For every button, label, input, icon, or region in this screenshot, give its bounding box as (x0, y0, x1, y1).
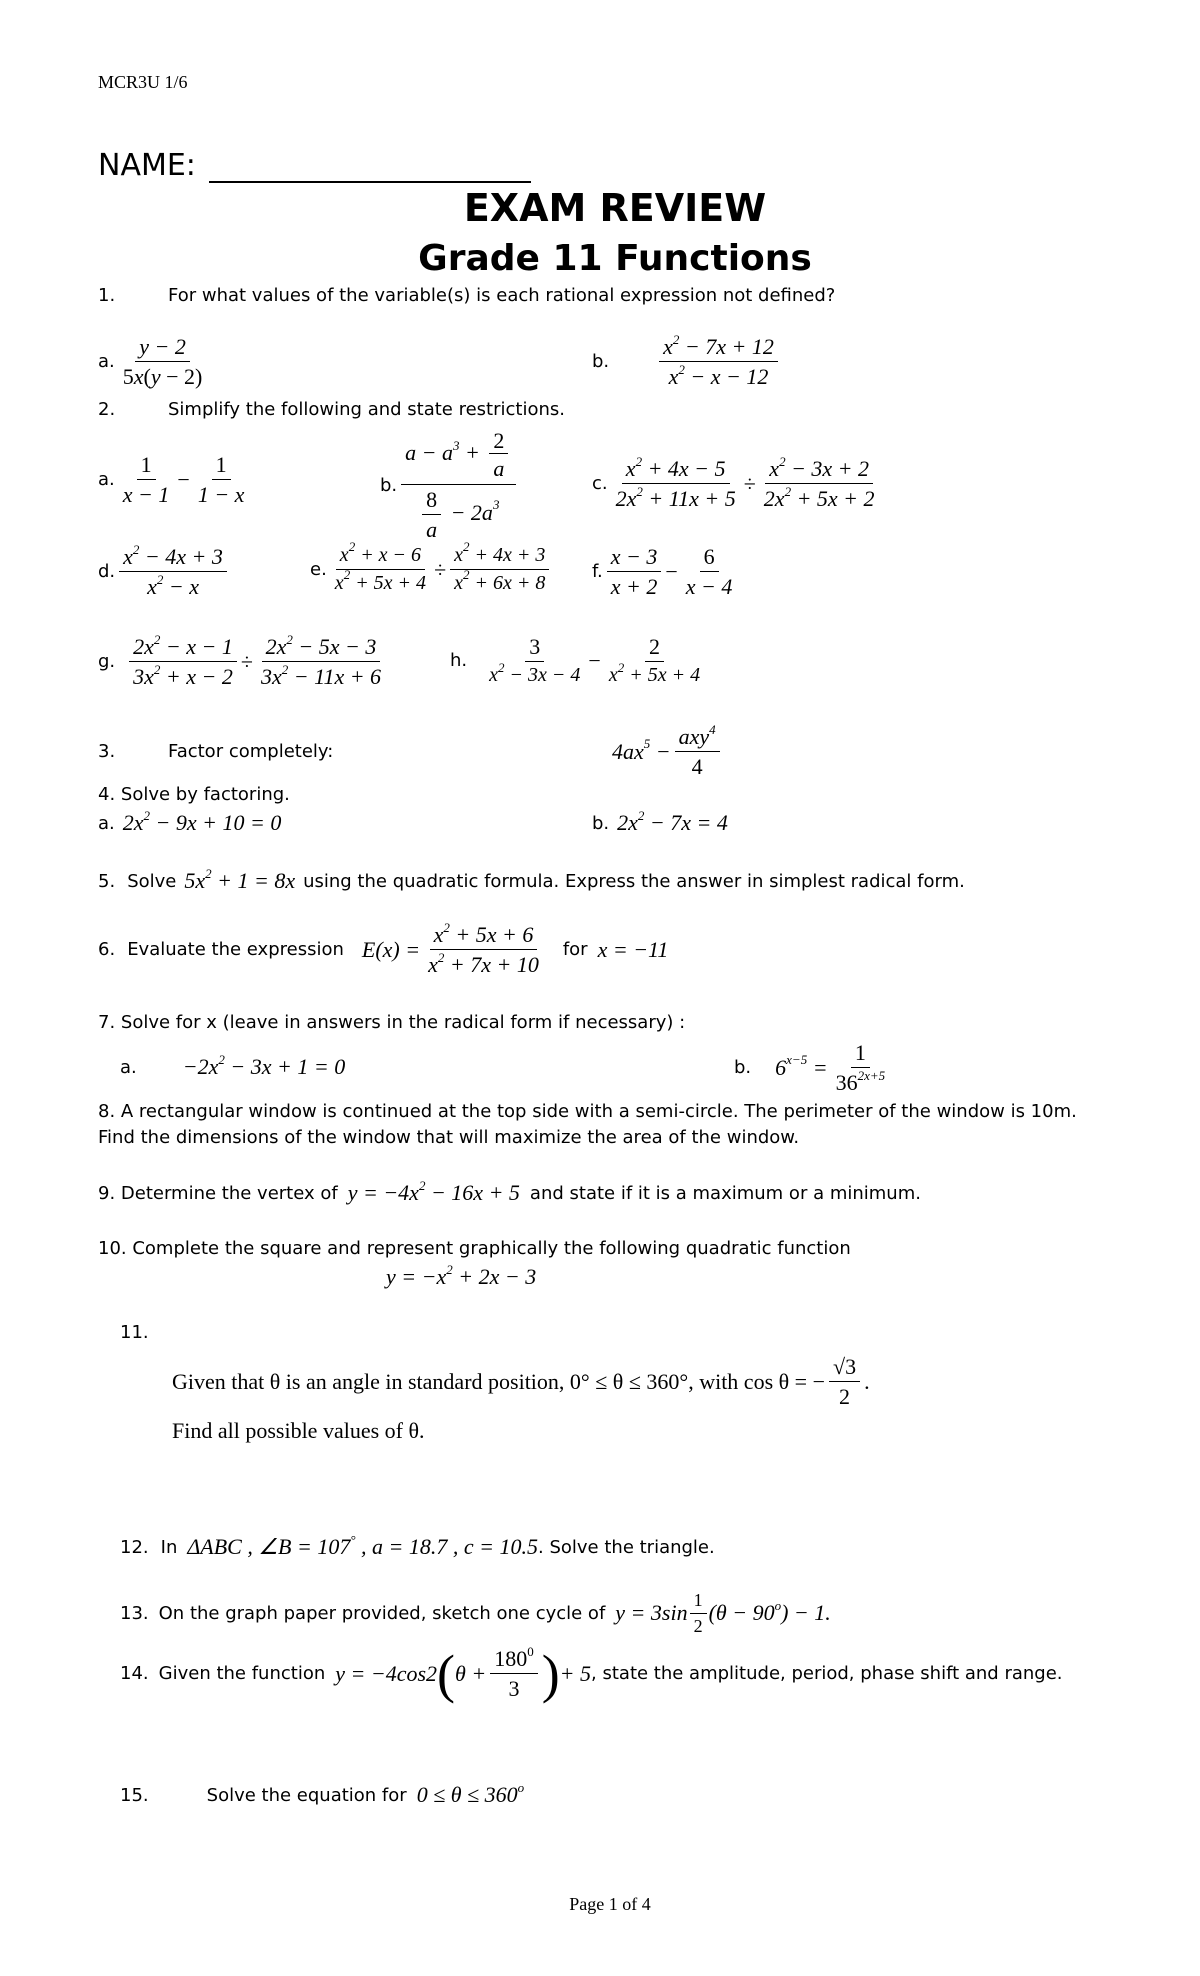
q12-pre: In (160, 1536, 178, 1558)
q7b-label: b. (734, 1057, 752, 1079)
q2-text: Simplify the following and state restrictions. (168, 399, 565, 420)
q4b: b. $2x^2 - 7x = 4$ (592, 807, 728, 835)
q13: 13. On the graph paper provided, sketch one cycle of y = 3sin $\frac{1}{2}$ $(\theta - 90^o) - 1$. (120, 1590, 831, 1636)
q3-expression: $4ax^5$ − $\frac{axy^4}{4}$ (612, 724, 724, 780)
q2d-label: d. (98, 561, 116, 583)
q2c: c. $\frac{x^2 + 4x - 5}{2x^2 + 11x + 5}$ ÷ $\frac{x^2 - 3x + 2}{2x^2 + 5x + 2}$ (592, 456, 883, 512)
q11-frac: $\frac{√3}{2}$ (829, 1354, 860, 1410)
q2b-expression: $a - a^3$ + $\frac{2}{a}$ $\frac{8}{a}$ − $2a^3$ (401, 428, 516, 542)
q4a: a. $2x^2 - 9x + 10 = 0$ (98, 807, 282, 835)
q2h-label: h. (450, 650, 468, 672)
name-blank (209, 153, 531, 183)
name-field (98, 148, 531, 183)
q3-text: Factor completely: (168, 741, 334, 762)
q2a-label: a. (98, 469, 115, 491)
q7-text: 7. Solve for x (leave in answers in the radical form if necessary) : (98, 1012, 686, 1033)
q2d-frac: $\frac{x^2 - 4x + 3}{x^2 - x}$ (119, 544, 227, 600)
q6-mid: for (562, 939, 588, 961)
course-code: MCR3U 1/6 (98, 72, 188, 92)
q14-frac: $\frac{180^0}{3}$ (490, 1646, 538, 1702)
q6-pre: Evaluate the expression (127, 939, 344, 961)
q12-post: . Solve the triangle. (538, 1536, 715, 1558)
q2e-label: e. (310, 559, 327, 580)
q13-pre: On the graph paper provided, sketch one cycle of (158, 1602, 606, 1624)
q4-text: 4. Solve by factoring. (98, 784, 290, 805)
q2c-frac1: $\frac{x^2 + 4x - 5}{2x^2 + 11x + 5}$ (615, 453, 736, 512)
q7b-frac: $\frac{1}{36^{2x+5}}$ (835, 1040, 886, 1096)
q6: 6. Evaluate the expression E(x) = $\frac{x^2 + 5x + 6}{x^2 + 7x + 10}$ for x = −11 (98, 919, 669, 978)
q11-line1: Given that θ is an angle in standard position, 0° ≤ θ ≤ 360°, with cos θ = − (172, 1368, 825, 1394)
q12: 12. In ΔABC , ∠B = 107° , a = 18.7 , c = 10.5 . Solve the triangle. (120, 1531, 715, 1559)
q2h: h. $\frac{3}{x^2 - 3x - 4}$ − $\frac{2}{x^2 + 5x + 4}$ (450, 634, 708, 687)
q1-text: For what values of the variable(s) is each rational expression not defined? (168, 285, 836, 306)
q5-post: using the quadratic formula. Express the answer in simplest radical form. (303, 870, 965, 892)
q10-function: $y = -x^2 + 2x - 3$ (386, 1261, 537, 1289)
q2e-frac1: $\frac{x^2 + x - 6}{x^2 + 5x + 4}$ (334, 539, 427, 594)
q2f: f. $\frac{x - 3}{x + 2}$ − $\frac{6}{x - 4}$ (592, 544, 740, 600)
q2f-label: f. (592, 561, 603, 583)
q8-line2: Find the dimensions of the window that will maximize the area of the window. (98, 1127, 800, 1148)
q14-pre: Given the function (158, 1663, 326, 1685)
q14-post: , state the amplitude, period, phase shift and range. (591, 1663, 1063, 1685)
q2d (98, 541, 231, 600)
q1a-expression: $\frac{y - 2}{5x(y - 2)}$ (122, 334, 203, 390)
q12-number: 12. (120, 1536, 149, 1558)
q4a-label: a. (98, 812, 115, 834)
q2h-frac1: $\frac{3}{x^2 - 3x - 4}$ (489, 634, 581, 687)
q9: 9. Determine the vertex of $y = -4x^2 - 16x + 5$ and state if it is a maximum or a minimum. (98, 1177, 921, 1205)
name-label: NAME: (98, 148, 196, 183)
q2g: g. $\frac{2x^2 - x - 1}{3x^2 + x - 2}$ ÷ $\frac{2x^2 - 5x - 3}{3x^2 - 11x + 6}$ (98, 634, 389, 690)
q1b (592, 331, 782, 390)
q10-text: 10. Complete the square and represent graphically the following quadratic function (98, 1238, 851, 1259)
q9-pre: 9. Determine the vertex of (98, 1182, 338, 1204)
q1a (98, 334, 210, 390)
q2h-frac2: $\frac{2}{x^2 + 5x + 4}$ (608, 634, 701, 687)
q2c-label: c. (592, 473, 608, 495)
q3-frac: $\frac{axy^4}{4}$ (675, 724, 720, 780)
q2g-frac1: $\frac{2x^2 - x - 1}{3x^2 + x - 2}$ (129, 634, 237, 690)
q11-line2: Find all possible values of θ. (172, 1418, 425, 1443)
q9-post: and state if it is a maximum or a minimum. (529, 1182, 921, 1204)
q7a-label: a. (120, 1056, 137, 1078)
q1b-expression: $\frac{x^2 - 7x + 12}{x^2 - x - 12}$ (659, 334, 778, 390)
q2a: a. $\frac{1}{x - 1}$ − $\frac{1}{1 - x}$ (98, 452, 252, 508)
q2e: e. $\frac{x^2 + x - 6}{x^2 + 5x + 4}$ ÷ $\frac{x^2 + 4x + 3}{x^2 + 6x + 8}$ (310, 544, 553, 595)
page-subtitle: Grade 11 Functions (418, 238, 812, 279)
q2f-frac1: $\frac{x - 3}{x + 2}$ (607, 544, 662, 600)
q15: 15. Solve the equation for $0 \le \theta \le 360^o$ (120, 1779, 525, 1807)
q14-number: 14. (120, 1663, 149, 1685)
q2f-frac2: $\frac{6}{x - 4}$ (685, 544, 733, 600)
q13-number: 13. (120, 1602, 149, 1624)
q13-frac: $\frac{1}{2}$ (690, 1590, 707, 1636)
q7b: b. $6^{x-5}$ = $\frac{1}{36^{2x+5}}$ (734, 1040, 893, 1096)
q2-number: 2. (98, 399, 116, 420)
q2g-frac2: $\frac{2x^2 - 5x - 3}{3x^2 - 11x + 6}$ (260, 631, 382, 690)
q4b-label: b. (592, 812, 610, 834)
q14: 14. Given the function y = −4cos2 ( θ + $\frac{180^0}{3}$ ) + 5 , state the amplitude, period, phase shift and range. (120, 1643, 1063, 1704)
q2e-frac2: $\frac{x^2 + 4x + 3}{x^2 + 6x + 8}$ (450, 544, 549, 595)
page-number: Page 1 of 4 (569, 1894, 651, 1914)
q2g-label: g. (98, 651, 116, 673)
q1b-label: b. (592, 351, 610, 373)
q15-number: 15. (120, 1784, 149, 1806)
q6-number: 6. (98, 939, 116, 961)
q2b-label: b. (380, 474, 398, 496)
q2c-frac2: $\frac{x^2 - 3x + 2}{2x^2 + 5x + 2}$ (763, 453, 875, 512)
q15-pre: Solve the equation for (206, 1784, 407, 1806)
q5: 5. Solve $5x^2 + 1 = 8x$ using the quadratic formula. Express the answer in simplest radical form. (98, 865, 965, 893)
q5-pre: Solve (127, 870, 177, 892)
q2a-frac1: $\frac{1}{x - 1}$ (122, 452, 170, 508)
page-title: EXAM REVIEW (463, 186, 767, 230)
q6-frac: $\frac{x^2 + 5x + 6}{x^2 + 7x + 10}$ (428, 919, 539, 978)
q3-number: 3. (98, 741, 116, 762)
q11-line1-row: Given that θ is an angle in standard position, 0° ≤ θ ≤ 360°, with cos θ = − $\frac{√3}{2}$ . (172, 1354, 870, 1410)
q1a-label: a. (98, 351, 115, 373)
q2a-frac2: $\frac{1}{1 - x}$ (197, 452, 245, 508)
q8-line1: 8. A rectangular window is continued at the top side with a semi-circle. The perimeter of the window is 10m. (98, 1101, 1077, 1122)
q7a: a. $-2x^2 - 3x + 1 = 0$ (120, 1051, 346, 1079)
q5-number: 5. (98, 870, 116, 892)
q2b (380, 428, 520, 542)
q1-number: 1. (98, 285, 116, 306)
q11-number: 11. (120, 1322, 149, 1343)
